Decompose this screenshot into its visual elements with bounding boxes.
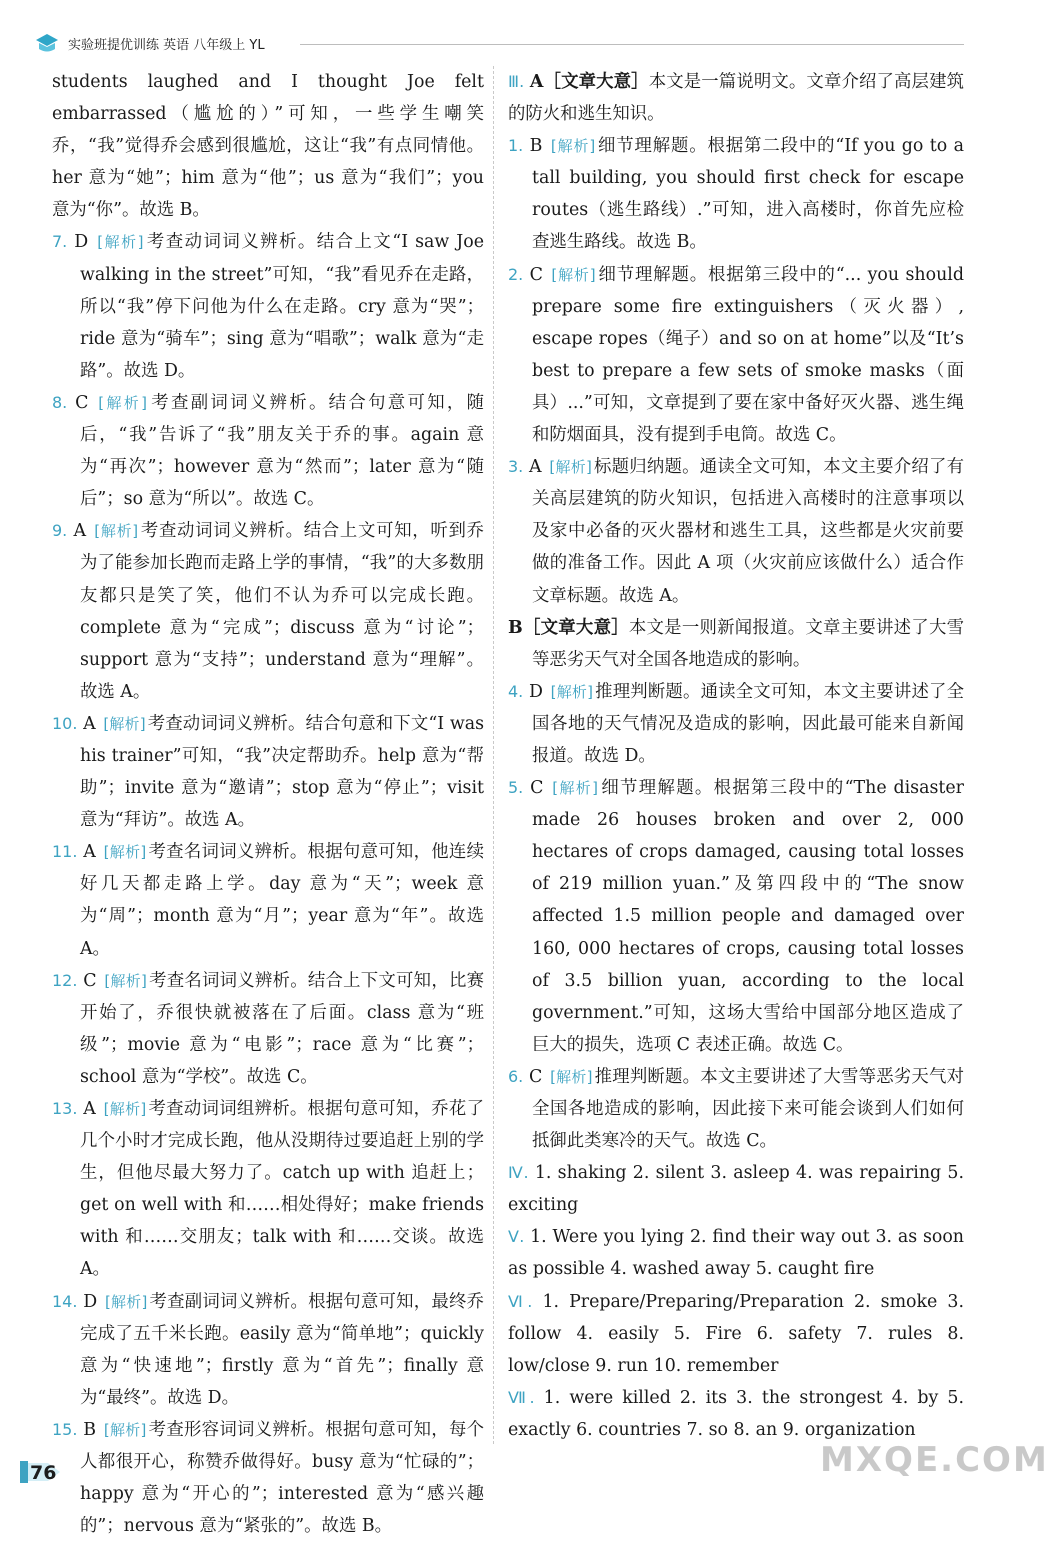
answer-letter: A (83, 1099, 96, 1119)
section-3-heading (508, 66, 964, 130)
section-roman: Ⅳ. (508, 1163, 529, 1183)
analysis-tag: 解析 (556, 682, 588, 701)
summary-label: A［文章大意］ (529, 72, 649, 92)
answer-letter: C (529, 1066, 543, 1087)
answer-letter: A (73, 521, 87, 542)
item-number: 14. (52, 1291, 78, 1311)
analysis-text: 标题归纳题。通读全文可知，本文主要介绍了有关高层建筑的防火知识，包括进入高楼时的注意事项以及家中必备的灭火器材和逃生工具，这些都是火灾前要做的准备工作。因此 A 项（火灾前应该做什么）适合作文章标题。故选 A。 (532, 457, 964, 606)
column-divider (493, 66, 494, 1444)
answer-item-14: 14. D [解析] 考查副词词义辨析。根据句意可知，最终乔完成了五千米长跑。easily 意为“简单地”；quickly 意为“快速地”；firstly 意为“首先”；finally 意为“最终”。故选 D。 (52, 1291, 484, 1408)
answer-list: 1. shaking 2. silent 3. asleep 4. was repairing 5. exciting (508, 1163, 964, 1216)
item-number: 4. (508, 681, 524, 701)
answer-list: 1. Prepare/Preparing/Preparation 2. smoke 3. follow 4. easily 5. Fire 6. safety 7. rules 8. low/close 9. run 10. remember (508, 1291, 964, 1376)
answer-item-10: 10. A [解析] 考查动词词义辨析。结合句意和下文“I was his trainer”可知，“我”决定帮助乔。help 意为“帮助”；invite 意为“邀请”；stop 意为“停止”；visit 意为“拜访”。故选 A。 (52, 713, 484, 831)
item-number: 9. (52, 521, 68, 541)
answer-item-4: 4. D [解析] 推理判断题。通读全文可知，本文主要讲述了全国各地的天气情况及造成的影响，因此最可能来自新闻报道。故选 D。 (508, 681, 964, 766)
answer-item-9: 9. A [解析] 考查动词词义辨析。结合上文可知，听到乔为了能参加长跑而走路上学的事情，“我”的大多数朋友都只是笑了笑，他们不认为乔可以完成长跑。complete 意为“完成”；discuss 意为“讨论”；support 意为“支持”；understand 意为“理解”。故选 A。 (52, 521, 484, 702)
summary-text: 本文是一则新闻报道。文章主要讲述了大雪等恶劣天气对全国各地造成的影响。 (532, 617, 964, 670)
section-roman: Ⅶ. (508, 1387, 535, 1407)
header-title: 实验班提优训练 英语 八年级上 YL (68, 38, 265, 53)
analysis-text: 考查副词词义辨析。结合句意可知，随后，“我”告诉了“我”朋友关于乔的事。again 意为“再次”；however 意为“然而”；later 意为“随后”；so 意为“所以”。故选 C。 (80, 392, 484, 510)
answer-item-7: 7. D [解析] 考查动词词义辨析。结合上文“I saw Joe walking in the street”可知，“我”看见乔在走路，所以“我”停下问他为什么在走路。cry 意为“哭”；ride 意为“骑车”；sing 意为“唱歌”；walk 意为“走路”。故选 D。 (52, 232, 484, 381)
section-roman: Ⅴ. (508, 1227, 525, 1247)
analysis-text: 考查副词词义辨析。根据句意可知，最终乔完成了五千米长跑。easily 意为“简单地”；quickly 意为“快速地”；firstly 意为“首先”；finally 意为“最终”。故选 D。 (80, 1291, 484, 1408)
page-number: 76 (30, 1462, 57, 1484)
analysis-tag: 解析 (103, 233, 138, 252)
header-rule (300, 44, 964, 45)
analysis-text: 考查动词词义辨析。结合上文“I saw Joe walking in the street”可知，“我”看见乔在走路，所以“我”停下问他为什么在走路。cry 意为“哭”；ride 意为“骑车”；sing 意为“唱歌”；walk 意为“走路”。故选 D。 (80, 232, 484, 381)
section-b-heading (508, 612, 964, 676)
book-logo-icon (34, 30, 60, 56)
section-5-answers (508, 1221, 964, 1285)
analysis-tag: 解析 (109, 714, 140, 733)
answer-letter: C (75, 392, 89, 413)
answer-letter: A (83, 842, 96, 863)
analysis-text: 细节理解题。根据第三段中的“The disaster made 26 houses broken and over 2, 000 hectares of crops damaged, causing total losses of 219 million yuan.”及第四段中的“The snow affected 1.5 million people and damaged over 160, 000 hectares of crops, causing total losses of 3.5 billion yuan, according to the local government.”可知，这场大雪给中国部分地区造成了巨大的损失，选项 C 表述正确。故选 C。 (532, 778, 964, 1055)
answer-letter: C (83, 970, 97, 991)
answer-letter: C (530, 778, 544, 799)
analysis-text: 推理判断题。本文主要讲述了大雪等恶劣天气对全国各地造成的影响，因此接下来可能会谈到人们如何抵御此类寒冷的天气。故选 C。 (532, 1066, 964, 1152)
answer-item-15: 15. B [解析] 考查形容词词义辨析。根据句意可知，每个人都很开心，称赞乔做得好。busy 意为“忙碌的”；happy 意为“开心的”；interested 意为“感兴趣的”；nervous 意为“紧张的”。故选 B。 (52, 1419, 485, 1537)
item-number: 6. (508, 1066, 524, 1086)
right-column (508, 66, 964, 1446)
item-number: 1. (508, 136, 524, 156)
answer-letter: C (529, 264, 543, 285)
analysis-text: 推理判断题。通读全文可知，本文主要讲述了全国各地的天气情况及造成的影响，因此最可能来自新闻报道。故选 D。 (532, 681, 964, 766)
item-number: 8. (52, 392, 68, 412)
page-header (0, 0, 1014, 56)
left-column (52, 66, 484, 1542)
answer-item-6: 6. C [解析] 推理判断题。本文主要讲述了大雪等恶劣天气对全国各地造成的影响，因此接下来可能会谈到人们如何抵御此类寒冷的天气。故选 C。 (508, 1066, 964, 1152)
answer-letter: A (83, 713, 96, 734)
answer-list: 1. were killed 2. its 3. the strongest 4. by 5. exactly 6. countries 7. so 8. an 9. organization (508, 1387, 965, 1440)
answer-item-3: 3. A [解析] 标题归纳题。通读全文可知，本文主要介绍了有关高层建筑的防火知识，包括进入高楼时的注意事项以及家中必备的灭火器材和逃生工具，这些都是火灾前要做的准备工作。因此 A 项（火灾前应该做什么）适合作文章标题。故选 A。 (508, 457, 964, 606)
summary-text: 本文是一篇说明文。文章介绍了高层建筑的防火和逃生知识。 (508, 72, 964, 125)
analysis-text: 细节理解题。根据第三段中的“... you should prepare some fire extinguishers（灭火器）, escape ropes（绳子）and so on at home”以及“It’s best to prepare a few sets of smoke masks（面具）...”可知，文章提到了要在家中备好灭火器、逃生绳和防烟面具，没有提到手电筒。故选 C。 (532, 264, 964, 446)
section-6-answers (508, 1286, 964, 1382)
analysis-tag: 解析 (109, 1100, 141, 1118)
section-roman: Ⅵ. (508, 1291, 533, 1311)
answer-item-11: 11. A [解析] 考查名词词义辨析。根据句意可知，他连续好几天都走路上学。day 意为“天”；week 意为“周”；month 意为“月”；year 意为“年”。故选 A。 (52, 842, 484, 959)
answer-letter: D (74, 232, 89, 253)
section-4-answers (508, 1157, 964, 1221)
answer-letter: D (528, 681, 543, 702)
answer-letter: D (83, 1291, 98, 1312)
analysis-text: 考查形容词词义辨析。根据句意可知，每个人都很开心，称赞乔做得好。busy 意为“忙碌的”；happy 意为“开心的”；interested 意为“感兴趣的”；nervous 意为“紧张的”。故选 B。 (80, 1419, 485, 1537)
answer-letter: B (83, 1419, 97, 1440)
item-number: 12. (52, 970, 78, 990)
answer-item-1: 1. B [解析] 细节理解题。根据第二段中的“If you go to a tall building, you should first check for escape routes（逃生路线）.”可知，进入高楼时，你首先应检查逃生路线。故选 B。 (508, 136, 965, 253)
answer-item-12: 12. C [解析] 考查名词词义辨析。结合上下文可知，比赛开始了，乔很快就被落在了后面。class 意为“班级”；movie 意为“电影”；race 意为“比赛”；school 意为“学校”。故选 C。 (52, 970, 484, 1087)
item-number: 3. (508, 457, 524, 477)
answer-item-13: 13. A [解析] 考查动词词组辨析。根据句意可知，乔花了几个小时才完成长跑，他从没期待过要追赶上别的学生，但他尽最大努力了。catch up with 追赶上；get on well with 和……相处得好；make friends with 和……交朋友；talk with 和……交谈。故选 A。 (52, 1099, 484, 1280)
answer-letter: A (529, 457, 542, 478)
answer-list: 1. Were you lying 2. find their way out 3. as soon as possible 4. washed away 5. caught fire (508, 1227, 965, 1280)
analysis-text: 考查名词词义辨析。根据句意可知，他连续好几天都走路上学。day 意为“天”；week 意为“周”；month 意为“月”；year 意为“年”。故选 A。 (80, 842, 484, 959)
intro-paragraph: students laughed and I thought Joe felt embarrassed（尴尬的）”可知，一些学生嘲笑乔，“我”觉得乔会感到很尴尬，这让“我”有点同情他。her 意为“她”；him 意为“他”；us 意为“我们”；you 意为“你”。故选 B。 (52, 72, 484, 221)
analysis-text: 考查名词词义辨析。结合上下文可知，比赛开始了，乔很快就被落在了后面。class 意为“班级”；movie 意为“电影”；race 意为“比赛”；school 意为“学校”。故选 C。 (80, 970, 484, 1087)
analysis-tag: 解析 (104, 393, 142, 412)
summary-label: B［文章大意］ (508, 617, 629, 638)
item-number: 5. (508, 778, 524, 798)
analysis-tag: 解析 (100, 522, 133, 541)
item-number: 7. (52, 232, 68, 252)
section-roman: Ⅲ. (508, 72, 525, 91)
item-number: 13. (52, 1099, 78, 1118)
item-number: 2. (508, 264, 524, 284)
section-7-answers (508, 1382, 964, 1446)
analysis-tag: 解析 (556, 137, 590, 156)
answer-item-5: 5. C [解析] 细节理解题。根据第三段中的“The disaster made 26 houses broken and over 2, 000 hectares of crops damaged, causing total losses of 219 million yuan.”及第四段中的“The snow affected 1.5 million people and damaged over 160, 000 hectares of crops, causing total losses of 3.5 billion yuan, according to the local government.”可知，这场大雪给中国部分地区造成了巨大的损失，选项 C 表述正确。故选 C。 (508, 778, 964, 1055)
analysis-text: 考查动词词义辨析。结合上文可知，听到乔为了能参加长跑而走路上学的事情，“我”的大多数朋友都只是笑了笑，他们不认为乔可以完成长跑。complete 意为“完成”；discuss 意为“讨论”；support 意为“支持”；understand 意为“理解”。故选 A。 (80, 521, 484, 702)
analysis-tag: 解析 (110, 971, 141, 990)
item-number: 15. (52, 1419, 78, 1439)
item-number: 10. (52, 713, 78, 733)
analysis-tag: 解析 (109, 843, 141, 862)
analysis-text: 细节理解题。根据第二段中的“If you go to a tall building, you should first check for escape routes（逃生路线）.”可知，进入高楼时，你首先应检查逃生路线。故选 B。 (532, 136, 965, 253)
analysis-tag: 解析 (555, 1067, 587, 1086)
item-number: 11. (52, 842, 78, 862)
site-watermark: MXQE.COM (820, 1440, 1049, 1480)
analysis-tag: 解析 (557, 265, 590, 284)
answer-item-8: 8. C [解析] 考查副词词义辨析。结合句意可知，随后，“我”告诉了“我”朋友关于乔的事。again 意为“再次”；however 意为“然而”；later 意为“随后”；so 意为“所以”。故选 C。 (52, 392, 484, 510)
answer-letter: B (529, 136, 543, 157)
answer-item-2: 2. C [解析] 细节理解题。根据第三段中的“... you should prepare some fire extinguishers（灭火器）, escape ropes（绳子）and so on at home”以及“It’s best to prepare a few sets of smoke masks（面具）...”可知，文章提到了要在家中备好灭火器、逃生绳和防烟面具，没有提到手电筒。故选 C。 (508, 264, 964, 446)
analysis-tag: 解析 (110, 1292, 142, 1311)
analysis-text: 考查动词词义辨析。结合句意和下文“I was his trainer”可知，“我”决定帮助乔。help 意为“帮助”；invite 意为“邀请”；stop 意为“停止”；visit 意为“拜访”。故选 A。 (80, 713, 484, 831)
analysis-text: 考查动词词组辨析。根据句意可知，乔花了几个小时才完成长跑，他从没期待过要追赶上别的学生，但他尽最大努力了。catch up with 追赶上；get on well with 和……相处得好；make friends with 和……交朋友；talk with 和……交谈。故选 A。 (80, 1099, 484, 1280)
analysis-tag: 解析 (555, 458, 586, 477)
analysis-tag: 解析 (109, 1420, 141, 1439)
analysis-tag: 解析 (558, 779, 593, 798)
